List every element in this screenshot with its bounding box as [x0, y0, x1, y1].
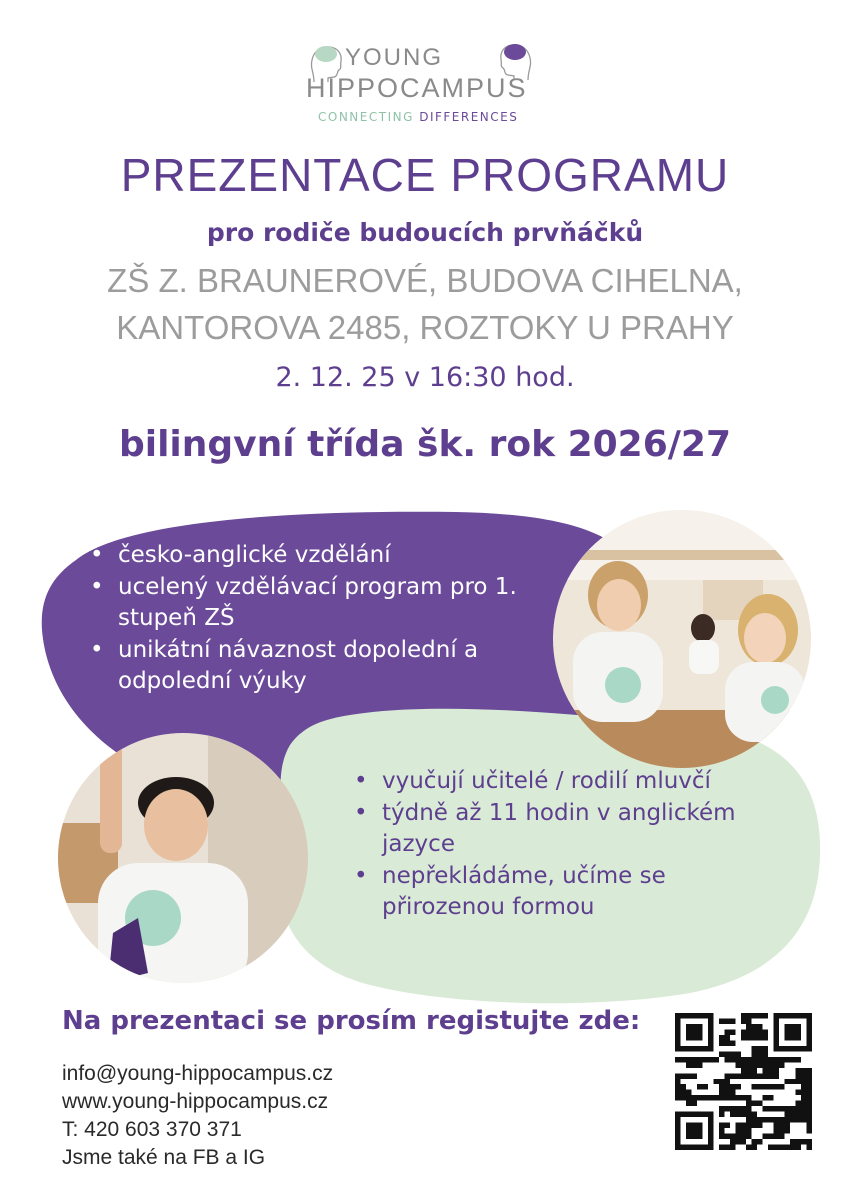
- list-item: • vyučují učitelé / rodilí mluvčí: [352, 766, 792, 798]
- social-text: Jsme také na FB a IG: [62, 1146, 266, 1169]
- registration-label: Na prezentaci se prosím registujte zde:: [62, 1006, 641, 1036]
- features-list-top: [88, 540, 548, 698]
- phone-text: T: 420 603 370 371: [62, 1118, 242, 1141]
- address-line-2: KANTOROVA 2485, ROZTOKY U PRAHY: [116, 309, 734, 346]
- features-list-bottom: [352, 766, 792, 924]
- logo-word-hippocampus: HIPPOCAMPUS: [306, 73, 528, 103]
- logo-tagline-connecting: CONNECTING: [318, 110, 414, 124]
- qr-code[interactable]: [675, 1013, 812, 1150]
- list-item: • nepřekládáme, učíme se přirozenou formou: [352, 861, 792, 924]
- classroom-girls-illustration: [553, 510, 811, 768]
- page-subtitle: pro rodiče budoucích prvňáčků: [206, 218, 644, 247]
- logo-word-young: YOUNG: [345, 44, 444, 71]
- photo-girls-classroom: [553, 510, 811, 768]
- logo: [300, 40, 550, 130]
- event-datetime: 2. 12. 25 v 16:30 hod.: [275, 362, 575, 393]
- photo-boy-raising-hand: [58, 733, 308, 983]
- logo-tagline-differences: DIFFERENCES: [419, 110, 519, 124]
- logo-tagline: [318, 110, 518, 124]
- page-title: PREZENTACE PROGRAMU: [120, 149, 730, 201]
- address-line-1: ZŠ Z. BRAUNEROVÉ, BUDOVA CIHELNA,: [107, 262, 743, 299]
- program-headline: bilingvní třída šk. rok 2026/27: [118, 424, 732, 465]
- list-item: • týdně až 11 hodin v anglickém jazyce: [352, 798, 792, 861]
- list-item: • ucelený vzdělávací program pro 1. stupeň ZŠ: [88, 572, 548, 635]
- website-link[interactable]: www.young-hippocampus.cz: [62, 1090, 329, 1113]
- email-link[interactable]: info@young-hippocampus.cz: [62, 1062, 334, 1085]
- list-item: • česko-anglické vzdělání: [88, 540, 548, 572]
- list-item: • unikátní návaznost dopolední a odpolední výuky: [88, 635, 548, 698]
- classroom-boy-illustration: [58, 733, 308, 983]
